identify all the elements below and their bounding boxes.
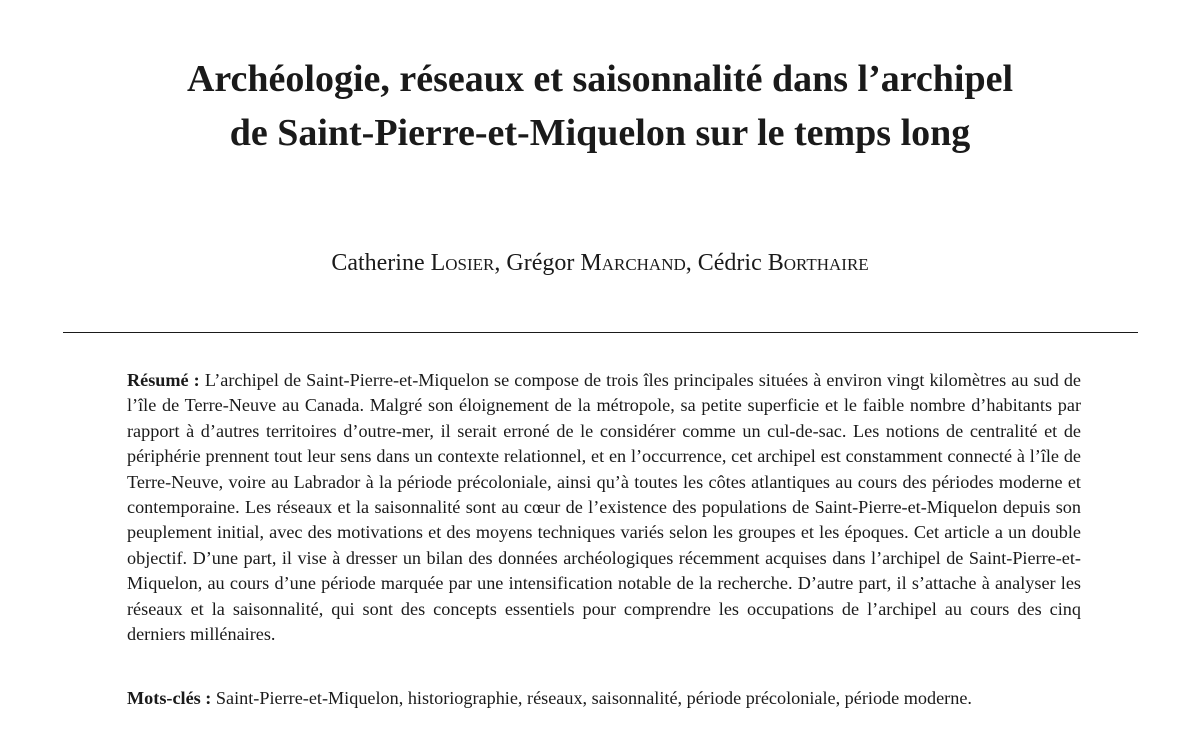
horizontal-divider	[63, 332, 1138, 333]
author-list: Catherine Losier, Grégor Marchand, Cédric Borthaire	[331, 250, 869, 276]
abstract-label: Résumé :	[127, 370, 200, 390]
title-line-2: de Saint-Pierre-et-Miquelon sur le temps long	[229, 112, 971, 154]
keywords-label: Mots-clés :	[127, 688, 212, 708]
keywords-text: Saint-Pierre-et-Miquelon, historiographie, réseaux, saisonnalité, période précoloniale, période moderne.	[215, 688, 972, 708]
author-1-first: Catherine	[331, 250, 425, 276]
author-3-last: Borthaire	[767, 250, 869, 276]
title-line-1: Archéologie, réseaux et saisonnalité dans l’archipel	[186, 58, 1014, 100]
author-1-last: Losier	[430, 250, 495, 276]
paper-title	[0, 52, 1200, 160]
author-2-first: Grégor	[506, 250, 575, 276]
author-3-first: Cédric	[697, 250, 762, 276]
keywords-paragraph	[127, 686, 1081, 711]
abstract-paragraph	[127, 368, 1081, 647]
abstract-text: L’archipel de Saint-Pierre-et-Miquelon se compose de trois îles principales situées à environ vingt kilomètres au sud de l’île de Terre-Neuve au Canada. Malgré son éloignement de la métropole, sa petite superficie et le faible nombre d’habitants par rapport à d’autres territoires d’outre-mer, il serait erroné de le considérer comme un cul-de-sac. Les notions de centralité et de périphérie prennent tout leur sens dans un contexte relationnel, et en l’occurrence, cet archipel est constamment connecté à l’île de Terre-Neuve, voire au Labrador à la période précoloniale, ainsi qu’à toutes les côtes atlantiques au cours des périodes moderne et contemporaine. Les réseaux et la saisonnalité sont au cœur de l’existence des populations de Saint-Pierre-et-Miquelon depuis son peuplement initial, avec des motivations et des moyens techniques variés selon les groupes et les époques. Cet article a un double objectif. D’une part, il vise à dresser un bilan des données archéologiques récemment acquises dans l’archipel de Saint-Pierre-et-Miquelon, au cours d’une période marquée par une intensification notable de la recherche. D’autre part, il s’attache à analyser les réseaux et la saisonnalité, qui sont des concepts essentiels pour comprendre les occupations de l’archipel au cours des cinq derniers millénaires.	[127, 370, 1082, 645]
author-2-last: Marchand	[580, 250, 686, 276]
